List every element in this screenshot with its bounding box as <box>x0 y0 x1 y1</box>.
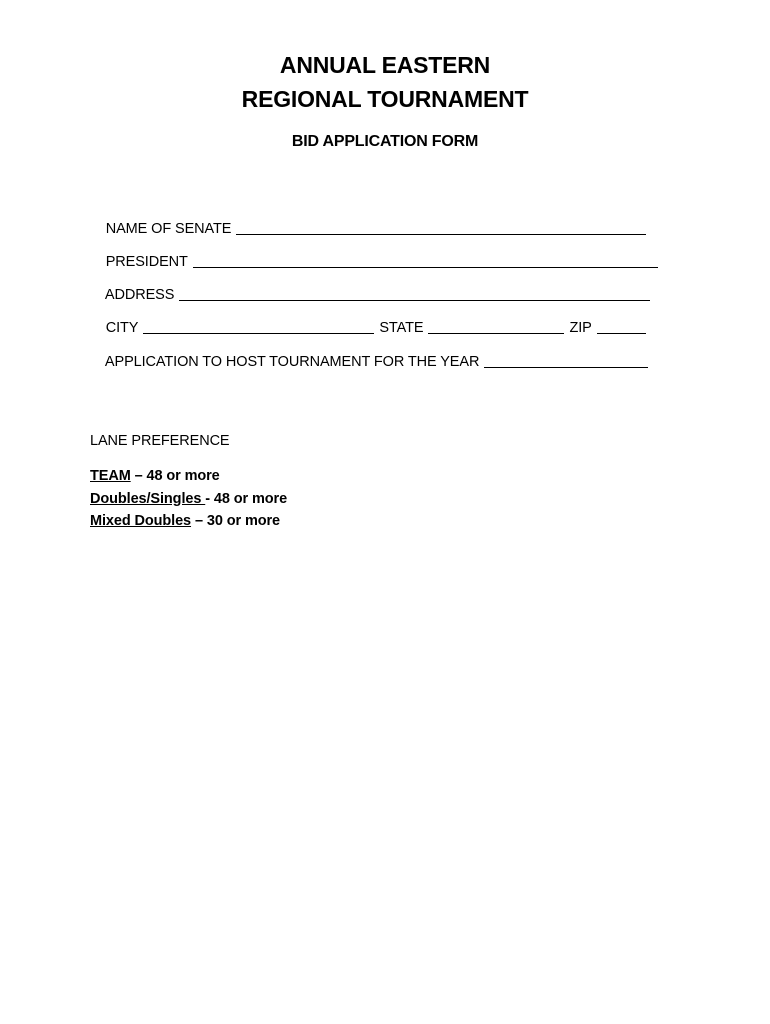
address-blank[interactable] <box>179 286 650 301</box>
senate-label: NAME OF SENATE <box>105 221 232 237</box>
lane-preference-detail: – 30 or more <box>191 513 280 529</box>
address-label: ADDRESS <box>104 287 175 303</box>
year-blank[interactable] <box>484 353 648 368</box>
form-title <box>0 48 770 116</box>
state-blank[interactable] <box>428 319 564 334</box>
title-line-1: ANNUAL EASTERN <box>279 52 491 78</box>
lane-preference-item-doubles-singles <box>90 488 287 511</box>
lane-preference-list <box>90 465 287 533</box>
zip-label: ZIP <box>569 320 592 336</box>
lane-preference-detail: – 48 or more <box>130 468 220 484</box>
form-subtitle: BID APPLICATION FORM <box>291 133 479 150</box>
year-label: APPLICATION TO HOST TOURNAMENT FOR THE YEAR <box>104 354 480 370</box>
senate-blank[interactable] <box>236 220 646 235</box>
lane-preference-name: Mixed Doubles <box>90 513 192 529</box>
state-label: STATE <box>379 320 424 336</box>
city-label: CITY <box>105 320 139 336</box>
city-blank[interactable] <box>143 319 374 334</box>
lane-preference-name: Doubles/Singles <box>90 490 206 507</box>
year-field-row <box>90 335 648 386</box>
lane-preference-item-team <box>90 465 287 488</box>
lane-preference-heading: LANE PREFERENCE <box>90 433 230 449</box>
zip-blank[interactable] <box>597 319 646 334</box>
lane-preference-detail: - 48 or more <box>205 490 288 507</box>
president-label: PRESIDENT <box>105 254 188 270</box>
title-line-2: REGIONAL TOURNAMENT <box>241 86 529 112</box>
lane-preference-name: TEAM <box>90 468 131 484</box>
president-blank[interactable] <box>193 253 658 268</box>
lane-preference-item-mixed-doubles <box>90 510 287 533</box>
